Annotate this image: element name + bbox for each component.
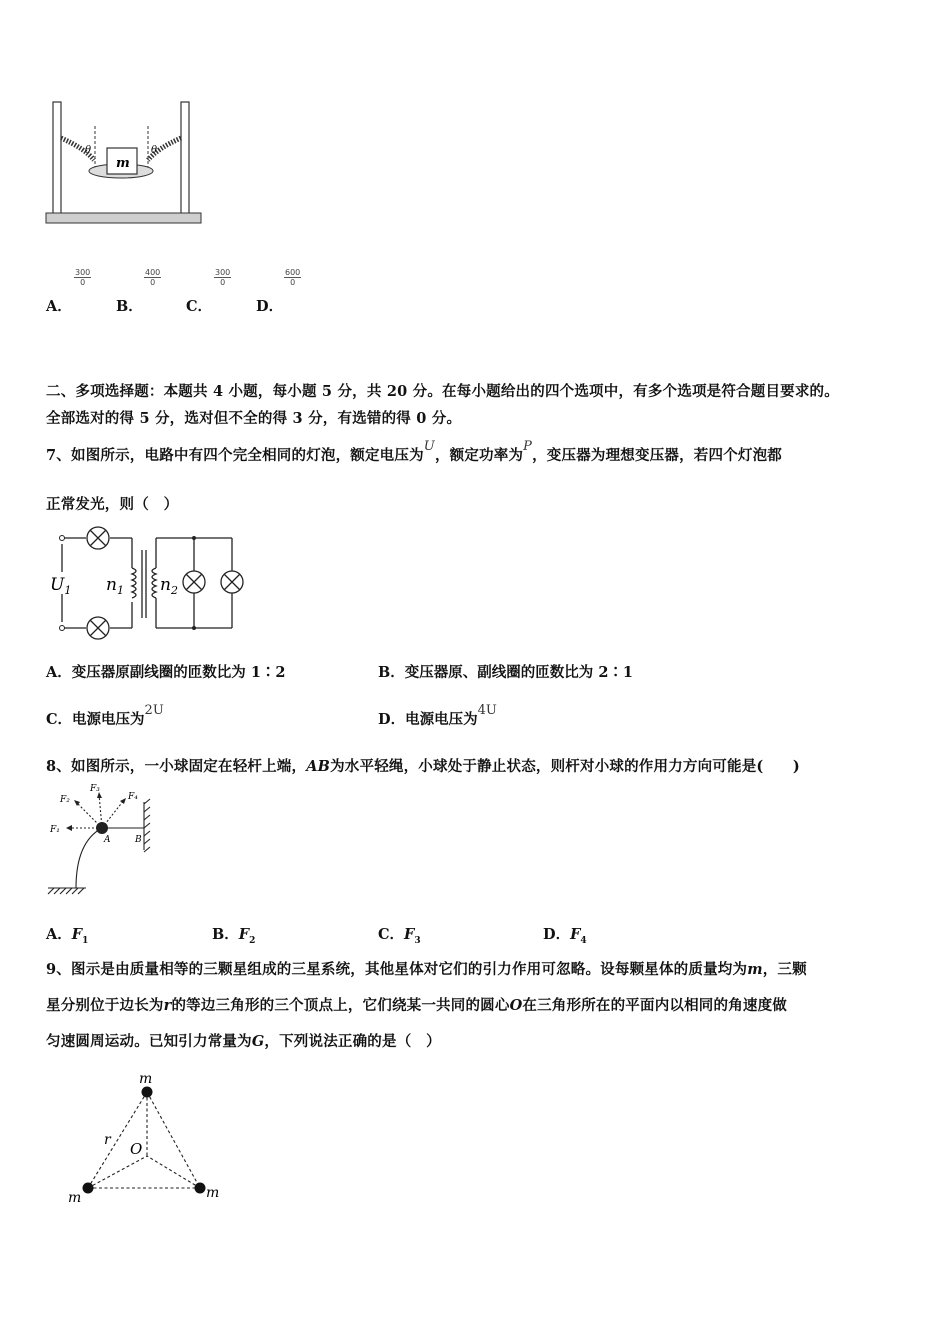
q8-f4-label: F₄ (128, 792, 138, 802)
q6-option-a-fraction: $\frac{300}{0}$ (75, 268, 91, 287)
q6-option-a-letter: A． (46, 298, 72, 315)
q6-option-c-fraction: $\frac{300}{0}$ (215, 268, 231, 287)
q9-mass-left-label: m (68, 1190, 82, 1206)
q6-option-d-letter: D． (256, 298, 284, 315)
q8-point-a-label: A (104, 835, 111, 845)
q9-center-o-label: O (130, 1140, 143, 1158)
q7-symbol-u: U (423, 439, 435, 454)
q8-f3-label: F₃ (90, 784, 100, 794)
q7-symbol-p: P (523, 439, 533, 454)
q8-option-d: D．$F_4$ (543, 926, 587, 946)
q9-side-r-label: r (104, 1132, 111, 1148)
q6-mass-label: m (116, 156, 130, 171)
q7-option-b: B．变压器原、副线圈的匝数比为 2∶1 (378, 664, 633, 681)
q6-spring-figure (44, 98, 204, 228)
q7-option-c: C．电源电压为2U (46, 703, 164, 728)
q7-stem-line2: 正常发光，则（ ） (46, 496, 179, 513)
q8-f1-label: F₁ (50, 825, 60, 835)
q6-angle-left: θ (85, 145, 92, 156)
q8-point-b-label: B (135, 835, 142, 845)
q8-option-b: B．$F_2$ (212, 926, 256, 946)
q9-mass-right-label: m (206, 1185, 220, 1201)
q6-option-b-fraction: $\frac{400}{0}$ (145, 268, 161, 287)
q7-stem-line1: 7、如图所示，电路中有四个完全相同的灯泡，额定电压为U，额定功率为P，变压器为理想变压器，若四个灯泡都 (46, 439, 783, 464)
q7-u1-label: $U_1$ (50, 575, 72, 597)
q9-stem-line3: 匀速圆周运动。已知引力常量为G，下列说法正确的是（ ） (46, 1033, 441, 1050)
q6-option-b-letter: B． (116, 298, 143, 315)
q9-stem-line1: 9、图示是由质量相等的三颗星组成的三星系统，其他星体对它们的引力作用可忽略。设每颗星体的质量均为m，三颗 (46, 961, 807, 978)
q9-mass-top-label: m (139, 1071, 153, 1087)
q7-option-d: D．电源电压为4U (378, 703, 497, 728)
section2-heading-line1: 二、多项选择题：本题共 4 小题，每小题 5 分，共 20 分。在每小题给出的四个选项中，有多个选项是符合题目要求的。 (46, 383, 839, 400)
q6-angle-right: θ (151, 145, 158, 156)
q8-option-c: C．$F_3$ (378, 926, 421, 946)
q9-stem-line2: 星分别位于边长为r的等边三角形的三个顶点上，它们绕某一共同的圆心O在三角形所在的平面内以相同的角速度做 (46, 997, 788, 1014)
q9-triple-star-figure (62, 1070, 232, 1210)
q6-option-c-letter: C． (186, 298, 213, 315)
q7-n1-label: $n_1$ (106, 575, 124, 597)
q8-option-a: A．$F_1$ (46, 926, 89, 946)
q6-option-d-fraction: $\frac{600}{0}$ (285, 268, 301, 287)
q8-f2-label: F₂ (60, 795, 70, 805)
q7-option-a: A．变压器原副线圈的匝数比为 1∶2 (46, 664, 286, 681)
section2-heading-line2: 全部选对的得 5 分，选对但不全的得 3 分，有选错的得 0 分。 (46, 410, 462, 427)
q8-stem: 8、如图所示，一小球固定在轻杆上端，AB为水平轻绳，小球处于静止状态，则杆对小球的作用力方向可能是( ) (46, 758, 800, 775)
q7-n2-label: $n_2$ (160, 575, 178, 597)
q8-force-figure (44, 780, 159, 898)
q7-circuit-figure (46, 522, 251, 644)
